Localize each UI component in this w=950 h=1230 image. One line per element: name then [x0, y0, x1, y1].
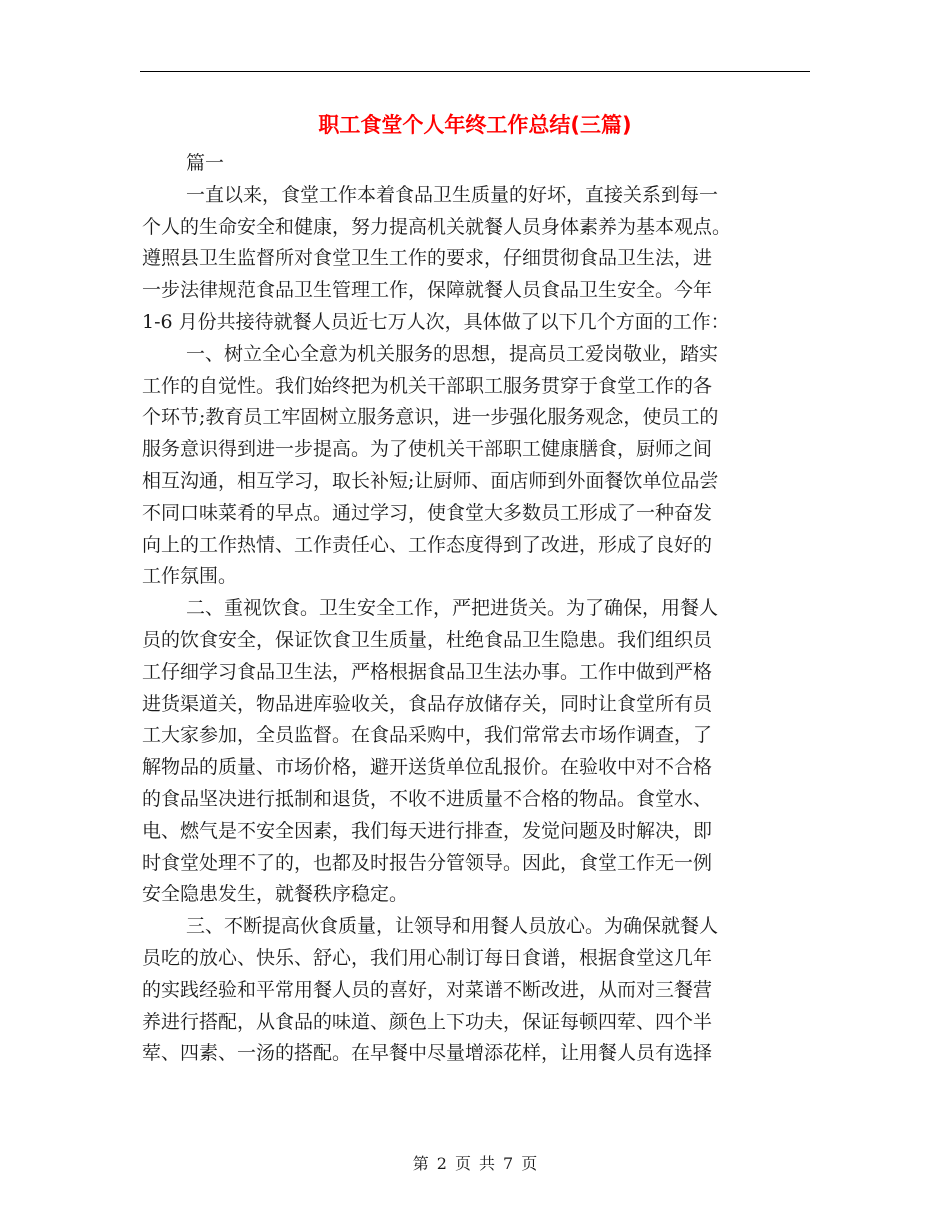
paragraph-line: 1-6 月份共接待就餐人员近七万人次，具体做了以下几个方面的工作： [142, 310, 730, 333]
paragraph-line: 电、燃气是不安全因素，我们每天进行排查，发觉问题及时解决，即 [142, 819, 713, 842]
paragraph-line: 一直以来，食堂工作本着食品卫生质量的好坏，直接关系到每一 [186, 183, 719, 206]
paragraph-line: 进货渠道关，物品进库验收关，食品存放储存关，同时让食堂所有员 [142, 692, 713, 715]
paragraph-line: 服务意识得到进一步提高。为了使机关干部职工健康膳食，厨师之间 [142, 438, 713, 461]
paragraph-line: 个人的生命安全和健康，努力提高机关就餐人员身体素养为基本观点。 [142, 215, 732, 238]
paragraph-line: 相互沟通，相互学习，取长补短;让厨师、面店师到外面餐饮单位品尝 [142, 469, 719, 492]
footer-page-word: 页 [454, 1154, 471, 1173]
paragraph-line: 二、重视饮食。卫生安全工作，严把进货关。为了确保，用餐人 [186, 597, 719, 620]
paragraph-line: 个环节;教育员工牢固树立服务意识，进一步强化服务观念，使员工的 [142, 406, 719, 429]
paragraph-line: 解物品的质量、市场价格，避开送货单位乱报价。在验收中对不合格 [142, 756, 713, 779]
paragraph-line: 三、不断提高伙食质量，让领导和用餐人员放心。为确保就餐人 [186, 915, 719, 938]
paragraph-line: 员的饮食安全，保证饮食卫生质量，杜绝食品卫生隐患。我们组织员 [142, 628, 713, 651]
document-body [142, 148, 822, 1070]
footer-total-word: 共 [479, 1154, 496, 1173]
section-heading: 篇一 [186, 152, 225, 174]
header-rule [140, 71, 810, 72]
paragraph-line: 遵照县卫生监督所对食堂卫生工作的要求，仔细贯彻食品卫生法，进 [142, 247, 713, 270]
paragraph-line: 向上的工作热情、工作责任心、工作态度得到了改进，形成了良好的 [142, 533, 713, 556]
paragraph-line: 工仔细学习食品卫生法，严格根据食品卫生法办事。工作中做到严格 [142, 660, 713, 683]
paragraph-line: 时食堂处理不了的，也都及时报告分管领导。因此，食堂工作无一例 [142, 851, 713, 874]
paragraph-line: 荤、四素、一汤的搭配。在早餐中尽量增添花样，让用餐人员有选择 [142, 1042, 713, 1065]
paragraph-line: 员吃的放心、快乐、舒心，我们用心制订每日食谱，根据食堂这几年 [142, 946, 713, 969]
footer-prefix: 第 [412, 1154, 429, 1173]
paragraph-line: 工作氛围。 [142, 565, 238, 588]
paragraph-line: 工作的自觉性。我们始终把为机关干部职工服务贯穿于食堂工作的各 [142, 374, 713, 397]
total-page-count: 7 [503, 1154, 514, 1173]
footer-suffix: 页 [521, 1154, 538, 1173]
current-page-number: 2 [436, 1154, 447, 1173]
page-number-footer [0, 1152, 950, 1176]
document-title: 职工食堂个人年终工作总结(三篇) [318, 113, 632, 137]
paragraph-line: 不同口味菜肴的早点。通过学习，使食堂大多数员工形成了一种奋发 [142, 501, 713, 524]
paragraph-line: 的食品坚决进行抵制和退货，不收不进质量不合格的物品。食堂水、 [142, 787, 713, 810]
paragraph-line: 一、树立全心全意为机关服务的思想，提高员工爱岗敬业，踏实 [186, 342, 719, 365]
paragraph-line: 工大家参加，全员监督。在食品采购中，我们常常去市场作调查，了 [142, 724, 713, 747]
paragraph-line: 一步法律规范食品卫生管理工作，保障就餐人员食品卫生安全。今年 [142, 279, 713, 302]
paragraph-line: 安全隐患发生，就餐秩序稳定。 [142, 883, 409, 906]
paragraph-line: 养进行搭配，从食品的味道、颜色上下功夫，保证每顿四荤、四个半 [142, 1010, 713, 1033]
paragraph-line: 的实践经验和平常用餐人员的喜好，对菜谱不断改进，从而对三餐营 [142, 978, 713, 1001]
